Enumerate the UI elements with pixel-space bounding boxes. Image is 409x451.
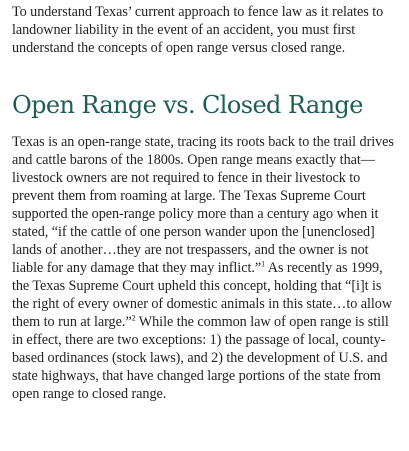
footnote-ref-1: 1 [261,259,266,269]
body-text-part-1: Texas is an open-range state, tracing its roots back to the trail drives and cattle barons of the 1800s. Open range means exactly that—livestock owners are not required to fence in their livestock to prevent them from roaming at large. The Texas Supreme Court supported the open-range policy more than a century ago when it stated, “if the cattle of one person wander upon the [unenclosed] lands of another…they are not trespassers, and the owner is not liable for any damage that they may inflict.” [12,134,394,276]
body-paragraph [12,133,402,403]
footnote-ref-2: 2 [131,313,136,323]
document-page [12,3,402,403]
body-text-part-3: While the common law of open range is still in effect, there are two exceptions: 1) the passage of local, county-based ordinances (stock laws), and 2) the development of U.S. and state highways, that have changed large portions of the state from open range to closed range. [12,314,389,402]
body-text-part-2: As recently as 1999, the Texas Supreme Court upheld this concept, holding that “[i]t is the right of every owner of domestic animals in this state…to allow them to run at large.” [12,260,393,330]
intro-paragraph: To understand Texas’ current approach to fence law as it relates to landowner liability in the event of an accident, you must first understand the concepts of open range versus closed range. [12,4,384,56]
section-heading: Open Range vs. Closed Range [12,91,363,119]
